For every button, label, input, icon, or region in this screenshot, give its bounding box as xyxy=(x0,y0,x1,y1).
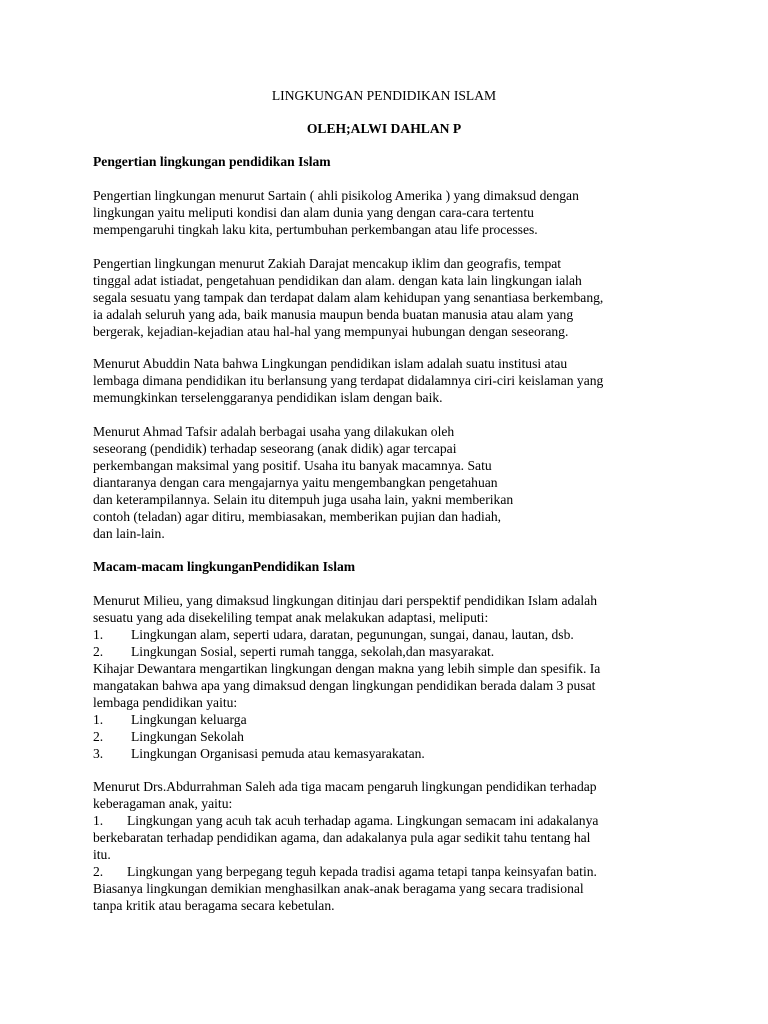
text-line: sesuatu yang ada disekeliling tempat anak melakukan adaptasi, meliputi: xyxy=(93,610,489,625)
section-heading-2: Macam-macam lingkunganPendidikan Islam xyxy=(93,559,356,574)
text-line: dan keterampilannya. Selain itu ditempuh juga usaha lain, yakni memberikan xyxy=(93,492,514,507)
text-line: Menurut Abuddin Nata bahwa Lingkungan pendidikan islam adalah suatu institusi atau xyxy=(93,356,568,371)
text-line: diantaranya dengan cara mengajarnya yaitu mengembangkan pengetahuan xyxy=(93,475,498,490)
text-line: keberagaman anak, yaitu: xyxy=(93,796,233,811)
text-line: Menurut Drs.Abdurrahman Saleh ada tiga macam pengaruh lingkungan pendidikan terhadap xyxy=(93,779,597,794)
text-line: lingkungan yaitu meliputi kondisi dan alam dunia yang dengan cara-cara tertentu xyxy=(93,205,534,220)
text-line: tinggal adat istiadat, pengetahuan pendidikan dan alam. dengan kata lain lingkungan ialah xyxy=(93,273,582,288)
list-item: 2. Lingkungan Sekolah xyxy=(93,729,244,744)
text-line: Menurut Ahmad Tafsir adalah berbagai usaha yang dilakukan oleh xyxy=(93,424,455,439)
text-line: seseorang (pendidik) terhadap seseorang (anak didik) agar tercapai xyxy=(93,441,457,456)
text-line: berkebaratan terhadap pendidikan agama, dan adakalanya pula agar sedikit tahu tentang hal xyxy=(93,830,591,845)
list-item: 1. Lingkungan alam, seperti udara, daratan, pegunungan, sungai, danau, lautan, dsb. xyxy=(93,627,574,642)
text-line: Pengertian lingkungan menurut Sartain ( ahli pisikolog Amerika ) yang dimaksud dengan xyxy=(93,188,579,203)
text-line: mempengaruhi tingkah laku kita, pertumbuhan perkembangan atau life processes. xyxy=(93,222,538,237)
text-line: Pengertian lingkungan menurut Zakiah Darajat mencakup iklim dan geografis, tempat xyxy=(93,256,562,271)
list-item: 1. Lingkungan keluarga xyxy=(93,712,247,727)
section-heading-1: Pengertian lingkungan pendidikan Islam xyxy=(93,154,331,169)
text-line: Menurut Milieu, yang dimaksud lingkungan ditinjau dari perspektif pendidikan Islam adalah xyxy=(93,593,597,608)
text-line: 2. Lingkungan yang berpegang teguh kepada tradisi agama tetapi tanpa keinsyafan batin. xyxy=(93,864,597,879)
text-line: lembaga dimana pendidikan itu berlansung yang terdapat didalamnya ciri-ciri keislaman yang xyxy=(93,373,604,388)
text-line: perkembangan maksimal yang positif. Usaha itu banyak macamnya. Satu xyxy=(93,458,492,473)
text-line: mangatakan bahwa apa yang dimaksud dengan lingkungan pendidikan berada dalam 3 pusat xyxy=(93,678,596,693)
text-line: segala sesuatu yang tampak dan terdapat dalam alam kehidupan yang senantiasa berkembang, xyxy=(93,290,604,305)
list-item: 3. Lingkungan Organisasi pemuda atau kemasyarakatan. xyxy=(93,746,425,761)
text-line: lembaga pendidikan yaitu: xyxy=(93,695,238,710)
document-title: LINGKUNGAN PENDIDIKAN ISLAM xyxy=(271,88,497,103)
text-line: itu. xyxy=(93,847,111,862)
text-line: bergerak, kejadian-kejadian atau hal-hal yang mempunyai hubungan dengan seseorang. xyxy=(93,324,569,339)
text-line: Biasanya lingkungan demikian menghasilkan anak-anak beragama yang secara tradisional xyxy=(93,881,584,896)
text-line: memungkinkan terselenggaranya pendidikan islam dengan baik. xyxy=(93,390,443,405)
text-line: tanpa kritik atau beragama secara kebetulan. xyxy=(93,898,335,913)
document-author: OLEH;ALWI DAHLAN P xyxy=(306,121,462,136)
text-line: dan lain-lain. xyxy=(93,526,165,541)
text-line: ia adalah seluruh yang ada, baik manusia maupun benda buatan manusia atau alam yang xyxy=(93,307,574,322)
text-line: Kihajar Dewantara mengartikan lingkungan dengan makna yang lebih simple dan spesifik. Ia xyxy=(93,661,601,676)
text-line: contoh (teladan) agar ditiru, membiasakan, memberikan pujian dan hadiah, xyxy=(93,509,502,524)
text-line: 1. Lingkungan yang acuh tak acuh terhadap agama. Lingkungan semacam ini adakalanya xyxy=(93,813,599,828)
list-item: 2. Lingkungan Sosial, seperti rumah tangga, sekolah,dan masyarakat. xyxy=(93,644,495,659)
